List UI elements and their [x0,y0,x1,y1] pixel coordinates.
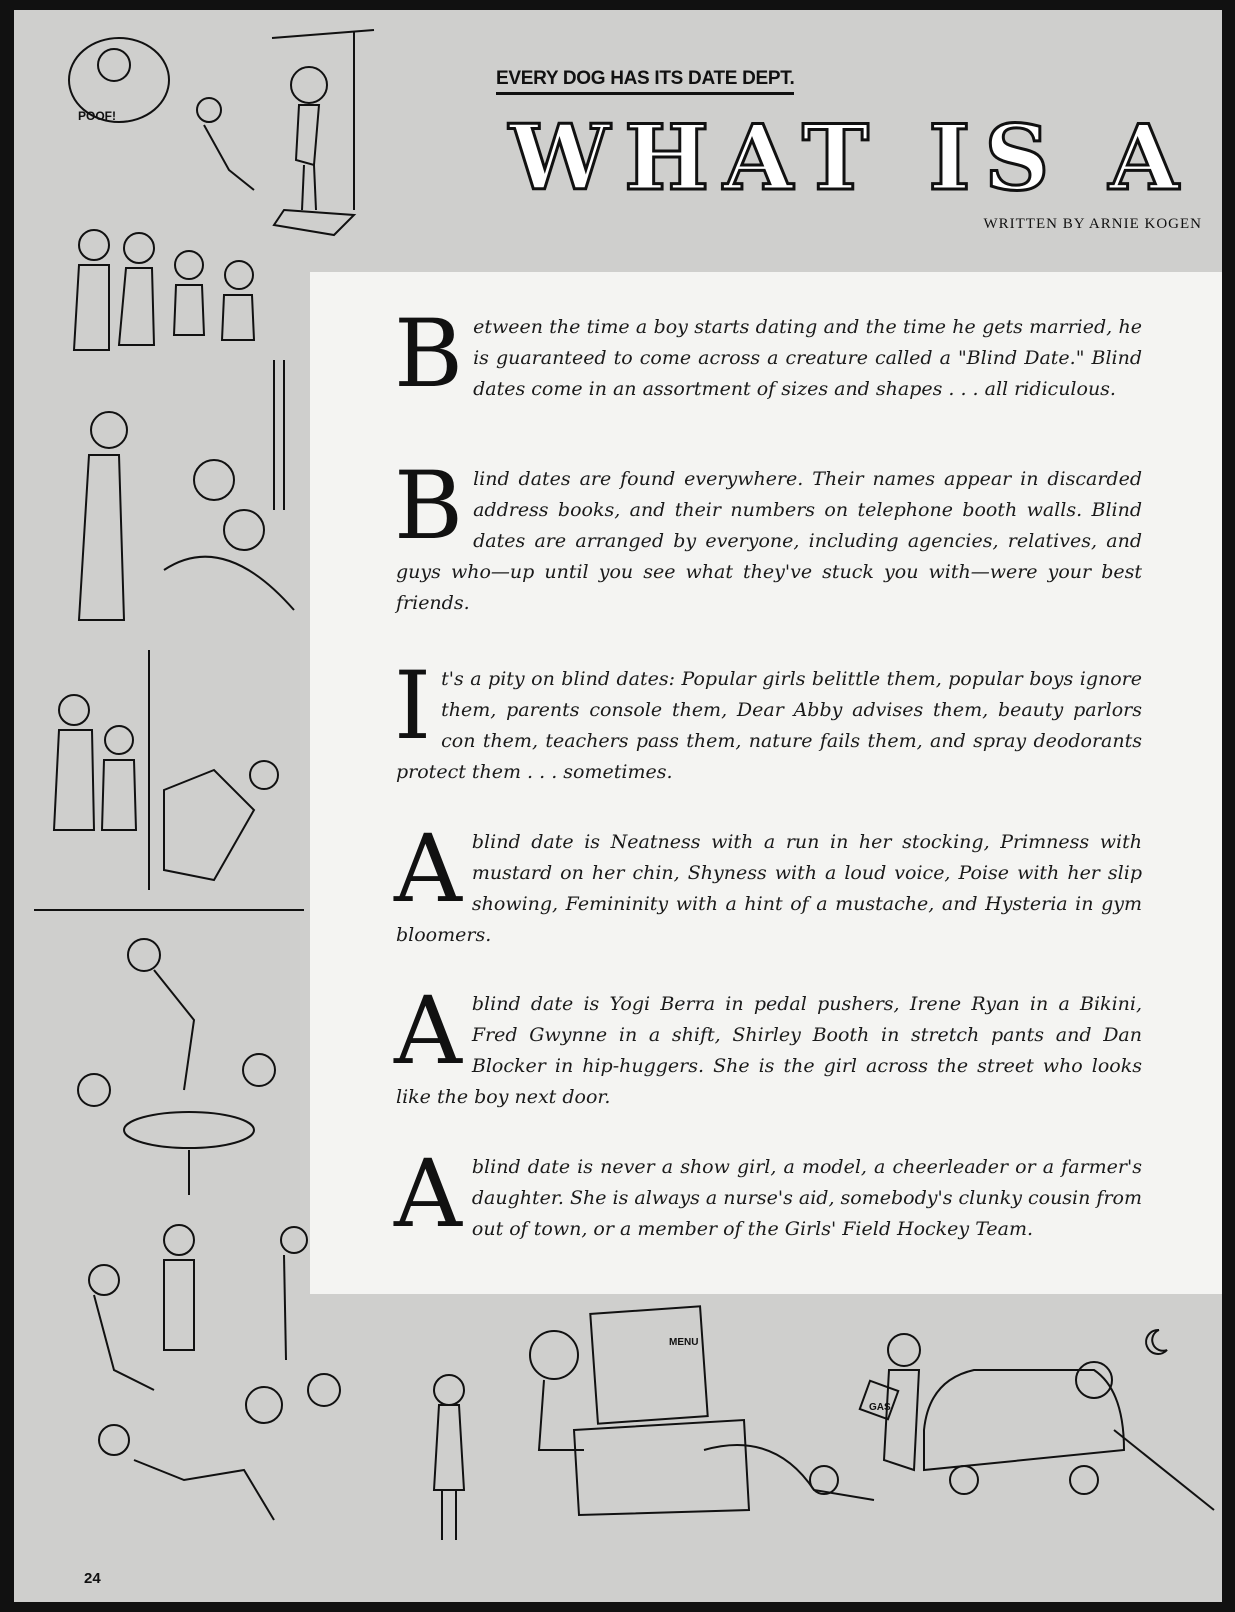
drop-cap: B [394,300,464,409]
poof-cloud-illustration [69,38,169,123]
svg-text:MENU: MENU [669,1337,699,1348]
paragraph-6 [394,1140,1142,1249]
page-number: 24 [84,1570,101,1587]
paragraph-1 [394,300,1142,409]
paragraph-text: blind date is Neatness with a run in her stocking, Primness with mustard on her chin, Shyness with a loud voice, Poise with her slip showing, Femininity with a hint of a mustache, and Hysteria in gym bloomers. [396,831,1142,946]
drop-cap: B [394,452,464,561]
left-column-figures [34,230,340,1520]
paragraph-2 [394,452,1142,619]
magazine-page [14,10,1222,1602]
paragraph-3 [394,652,1142,788]
drop-cap: I [394,652,432,761]
department-heading: EVERY DOG HAS ITS DATE DEPT. [496,68,794,95]
article-title: WHAT IS A [509,105,1193,211]
paragraph-text: lind dates are found everywhere. Their names appear in discarded address books, and their numbers on telephone booth walls. Blind dates are arranged by everyone, including agencies, relatives, and guys who—up until you see what they've stuck you with—were your best friends. [396,468,1142,614]
article-body [310,272,1222,1294]
paragraph-5 [394,977,1142,1113]
paragraph-text: blind date is Yogi Berra in pedal pushers, Irene Ryan in a Bikini, Fred Gwynne in a shift, Shirley Booth in stretch pants and Dan Blocker in hip-huggers. She is the girl across the street who looks like the boy next door. [396,993,1142,1108]
drop-cap: A [394,1140,462,1249]
drop-cap: A [394,815,462,924]
paragraph-4 [394,815,1142,951]
paragraph-text: etween the time a boy starts dating and the time he gets married, he is guaranteed to come across a creature called a "Blind Date." Blind dates come in an assortment of sizes and shapes . . . all ridiculous. [473,316,1142,400]
byline: WRITTEN BY ARNIE KOGEN [983,216,1202,232]
bottom-scenes [434,1306,1214,1540]
doorway-illustration [197,30,374,235]
svg-text:POOF!: POOF! [78,109,116,123]
drop-cap: A [394,977,462,1086]
svg-text:GAS: GAS [869,1402,891,1413]
paragraph-text: t's a pity on blind dates: Popular girls belittle them, popular boys ignore them, parents console them, Dear Abby advises them, beauty parlors con them, teachers pass them, nature fails them, and spray deodorants protect them . . . sometimes. [396,668,1142,783]
paragraph-text: blind date is never a show girl, a model, a cheerleader or a farmer's daughter. She is always a nurse's aid, somebody's clunky cousin from out of town, or a member of the Girls' Field Hockey Team. [471,1156,1142,1240]
